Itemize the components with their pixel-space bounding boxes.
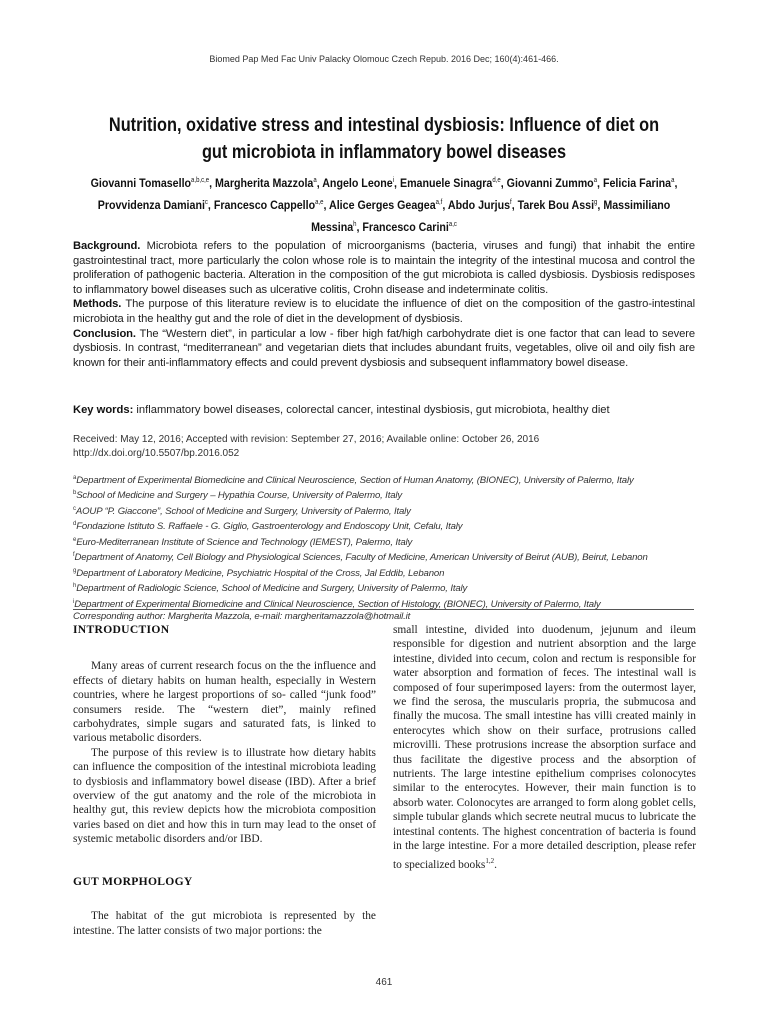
author-name: Giovanni Zummo [506, 176, 594, 191]
affiliation-mark: f [73, 552, 75, 559]
abstract-conclusion [73, 327, 695, 371]
author-affiliation-mark: a,c [448, 221, 457, 229]
author-name: Giovanni Tomasello [90, 176, 192, 191]
affiliation-text: Department of Experimental Biomedicine and Clinical Neuroscience, Section of Human Anatomy, (BIONEC), University of Palermo, Italy [76, 475, 634, 487]
abstract [73, 239, 695, 370]
author-name: Massimiliano Messina [311, 198, 671, 235]
doi-link[interactable]: http://dx.doi.org/10.5507/bp.2016.052 [73, 448, 240, 459]
intro-paragraph-1: Many areas of current research focus on the the influence and effects of dietary habits on human health, especially in Western countries, where he largest proportions of so- called “junk food” consumers reside. The “western diet”, mainly refined carbohydrates, simple sugars and saturated fats, is linked to various metabolic disorders. [73, 660, 376, 745]
author-name: Francesco Cappello [213, 198, 316, 213]
affiliation-mark: i [73, 598, 75, 605]
author-affiliation-mark: a [671, 177, 675, 184]
author-affiliation-mark: c [204, 199, 208, 207]
affiliation-mark: e [73, 536, 77, 543]
affiliation-list [73, 472, 713, 611]
author-affiliation-mark: h [353, 221, 357, 229]
introduction-heading: INTRODUCTION [73, 623, 170, 636]
affiliation-item [73, 534, 713, 549]
gut-paragraph-1: The habitat of the gut microbiota is represented by the intestine. The latter consists of two major portions: the [73, 910, 376, 937]
affiliation-item [73, 472, 713, 487]
affiliation-item [73, 487, 713, 502]
affiliation-text: Department of Radiologic Science, School of Medicine and Surgery, University of Palermo, Italy [76, 583, 468, 595]
affiliation-text: Fondazione Istituto S. Raffaele - G. Giglio, Gastroenterology and Endoscopy Unit, Cefalu, Italy [76, 521, 463, 533]
abstract-background [73, 239, 695, 297]
affiliation-text: Department of Experimental Biomedicine and Clinical Neuroscience, Section of Histology, (BIONEC), University of Palermo, Italy [74, 599, 601, 611]
affiliations [73, 472, 713, 624]
author-affiliation-mark: i [392, 177, 395, 184]
author-name: Margherita Mazzola [215, 176, 314, 191]
affiliation-mark: g [73, 567, 77, 574]
corresponding-author: Corresponding author: Margherita Mazzola, e-mail: margheritamazzola@hotmail.it [73, 611, 411, 623]
author-affiliation-mark: a [593, 177, 598, 184]
author-affiliation-mark: a,e [315, 199, 324, 207]
author-affiliation-mark: a [313, 177, 317, 184]
affiliation-text: AOUP “P. Giaccone”, School of Medicine and Surgery, University of Palermo, Italy [75, 506, 411, 518]
author-affiliation-mark: d,e [492, 177, 501, 184]
affiliation-mark: h [73, 583, 77, 590]
abstract-methods [73, 297, 695, 326]
affiliation-mark: d [73, 521, 77, 528]
affiliation-text: Euro-Mediterranean Institute of Science and Technology (IEMEST), Palermo, Italy [76, 537, 413, 549]
gut-morphology-heading: GUT MORPHOLOGY [73, 874, 193, 888]
journal-citation-line: Biomed Pap Med Fac Univ Palacky Olomouc Czech Repub. 2016 Dec; 160(4):461-466. [209, 54, 559, 64]
affiliation-item [73, 549, 713, 564]
author-affiliation-mark: g [594, 199, 598, 207]
article-title: Nutrition, oxidative stress and intestinal dysbiosis: Influence of diet on gut microbiota in inflammatory bowel diseases [108, 115, 660, 163]
keywords-label: Key words: [73, 404, 134, 416]
intro-paragraph-2: The purpose of this review is to illustrate how dietary habits can influence the composition of the intestinal microbiota leading to dysbiosis and inflammatory bowel disease (IBD). After a brief overview of the gut anatomy and the role of the microbiota in healthy gut, this review depicts how the microbiota composition varies based on diet and how this in turn may lead to the onset of systemic metabolic disorders and/or IBD. [73, 746, 376, 846]
conclusion-text: The “Western diet”, in particular a low - fiber high fat/high carbohydrate diet is one factor that can lead to severe dysbiosis. In contrast, “mediterranean” and vegetarian diets that includes abundant fruits, vegetables, olive oil and oily fish are known for their anti-inflammatory effects and could prevent dysbiosis and subsequent inflammatory bowel disease. [73, 327, 695, 369]
section-divider [73, 609, 694, 610]
author-name: Emanuele Sinagra [399, 176, 493, 191]
received-line: Received: May 12, 2016; Accepted with revision: September 27, 2016; Available online: October 26, 2016 [73, 434, 540, 445]
keywords [73, 404, 713, 416]
background-label: Background. [73, 240, 141, 252]
methods-label: Methods. [73, 298, 122, 311]
methods-text: The purpose of this literature review is to elucidate the influence of diet on the composition of the gastro-intestinal microbiota in the healthy gut and the role of diet in the development of dysbiosis. [73, 298, 695, 325]
affiliation-text: Department of Laboratory Medicine, Psychiatric Hospital of the Cross, Jal Eddib, Lebanon [76, 568, 445, 580]
author-name: Felicia Farina [602, 176, 672, 191]
author-name: Francesco Carini [362, 220, 449, 235]
keywords-text: inflammatory bowel diseases, colorectal cancer, intestinal dysbiosis, gut microbiota, healthy diet [133, 404, 610, 416]
right-column [393, 623, 696, 872]
right-paragraph-end: . [494, 858, 497, 871]
page-number: 461 [375, 977, 393, 988]
reference-marker[interactable]: 1,2 [485, 856, 495, 865]
author-name: Angelo Leone [322, 176, 393, 191]
affiliation-item [73, 518, 713, 533]
background-text: Microbiota refers to the population of microorganisms (bacteria, viruses and fungi) that inhabit the entire gastrointestinal tract, more particularly the colon whose role is to maintain the integrity of the intestinal mucosa and control the proliferation of pathogenic bacteria. Alteration in the composition of the gut microbiota is called dysbiosis. Dysbiosis redisposes to inflammatory bowel diseases such as ulcerative colitis, Crohn disease and indeterminate colitis. [73, 240, 695, 296]
author-name: Provvidenza Damiani [97, 198, 205, 213]
affiliation-text: Department of Anatomy, Cell Biology and Physiological Sciences, Faculty of Medicine, American University of Beirut (AUB), Beirut, Lebanon [74, 552, 648, 564]
author-name: Abdo Jurjus [447, 198, 511, 213]
author-affiliation-mark: a,b,c,e [191, 177, 210, 184]
affiliation-item [73, 580, 713, 595]
affiliation-item [73, 503, 713, 518]
article-history [73, 433, 713, 461]
affiliation-text: School of Medicine and Surgery – Hypathia Course, University of Palermo, Italy [76, 490, 403, 502]
left-column [73, 623, 376, 938]
right-paragraph-text: small intestine, divided into duodenum, jejunum and ileum responsible for digestion and nutrient absorption and the large intestine, divided into cecum, colon and rectum is responsible for water absorption and formation of feces. The intestinal wall is composed of four superimposed layers: from the outermost layer, we find the serosa, the muscularis propria, the submucosa and finally the mucosa. The small intestine has villi created mainly in enterocytes which show on their surface, protrusions called microvilli. These protrusions increase the absorption surface and thus facilitate the digestive process and the absorption of nutrients. The large intestine epithelium comprises colonocytes similar to the enterocytes. However, their main function is to absorb water. Colonocytes are arranged to form along goblet cells, simple tubular glands which secrete neutral mucus to lubricate the intestinal contents. The highest concentration of bacteria is found in the large intestine. For a more detailed description, please refer to specialized books [393, 624, 696, 871]
conclusion-label: Conclusion. [73, 327, 136, 340]
affiliation-mark: c [73, 505, 76, 512]
author-affiliation-mark: f [510, 199, 512, 207]
right-paragraph-1 [393, 623, 696, 872]
author-list: Giovanni Tomasello$^{a,b,c,e}$, Margherita Mazzola$^a$, Angelo Leone$^i$, Emanuele Sinagra$^{d,e}$, Giovanni Zummo$^a$, Felicia Farina$^a$, Provvidenza Damiani$^c$, Francesco Cappello$^{a,e}$, Alice Gerges Geagea$^{a,f}$, Abdo Jurjus$^f$, Tarek Bou Assi$^g$, Massimiliano Messina$^h$, Francesco Carini$^{a,c}$ [90, 176, 678, 235]
affiliation-item [73, 565, 713, 580]
affiliation-mark: b [73, 490, 77, 497]
author-name: Alice Gerges Geagea [329, 198, 436, 213]
affiliation-mark: a [73, 475, 77, 481]
author-affiliation-mark: a,f [435, 199, 443, 207]
author-name: Tarek Bou Assi [517, 198, 595, 213]
